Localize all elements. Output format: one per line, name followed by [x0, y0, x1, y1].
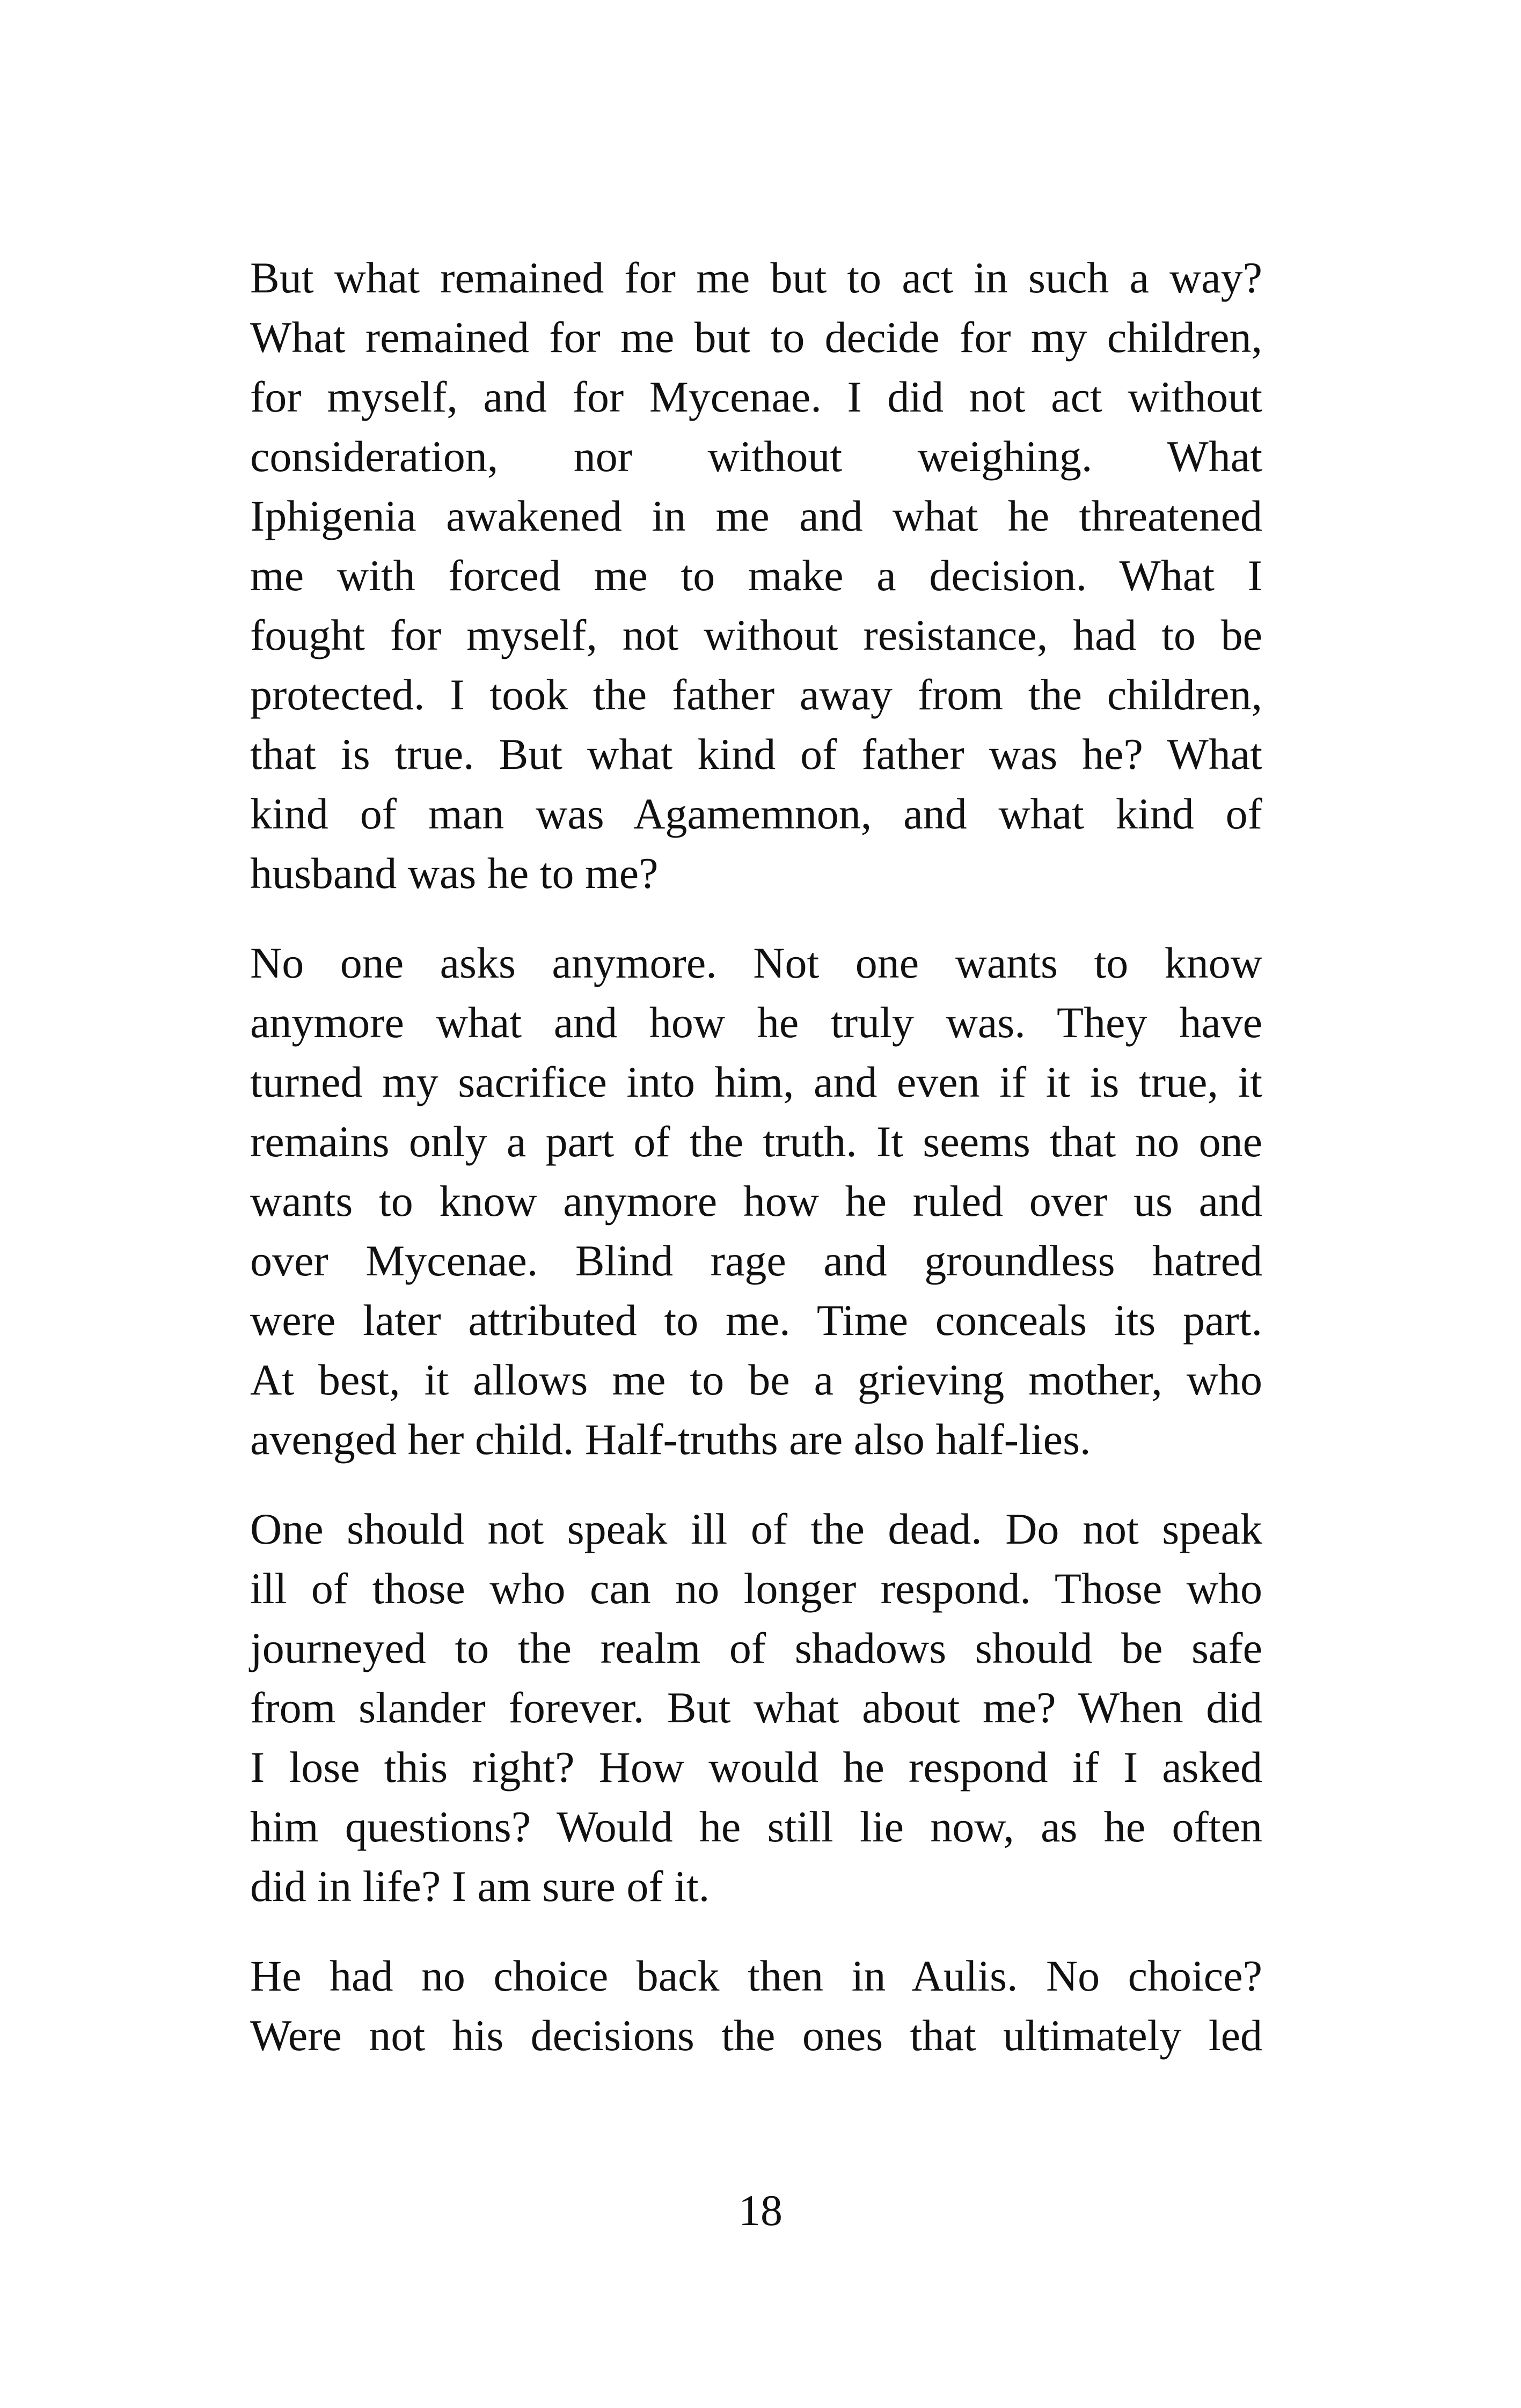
text-line: did in life? I am sure of it.: [250, 1862, 710, 1911]
page-number: 18: [738, 2186, 783, 2235]
text-line: turned my sacrifice into him, and even if it is true, it: [250, 1058, 1262, 1106]
paragraph: [250, 933, 1262, 1469]
text-line: remains only a part of the truth. It seems that no one: [250, 1117, 1262, 1166]
text-line: Were not his decisions the ones that ultimately led: [250, 2011, 1262, 2060]
text-line: But what remained for me but to act in such a way?: [250, 253, 1262, 302]
text-line: I lose this right? How would he respond if I asked: [250, 1743, 1262, 1792]
text-line: avenged her child. Half-truths are also half-lies.: [250, 1415, 1091, 1464]
text-line: him questions? Would he still lie now, as he often: [250, 1802, 1262, 1851]
text-line: kind of man was Agamemnon, and what kind of: [250, 789, 1262, 838]
paragraph: [250, 248, 1262, 903]
text-line: ill of those who can no longer respond. Those who: [250, 1564, 1262, 1613]
body-text: [250, 248, 1262, 2095]
paragraph: [250, 1946, 1262, 2065]
text-line: At best, it allows me to be a grieving mother, who: [250, 1355, 1262, 1404]
text-line: from slander forever. But what about me? When did: [250, 1683, 1262, 1732]
text-line: protected. I took the father away from the children,: [250, 670, 1262, 719]
text-line: One should not speak ill of the dead. Do not speak: [250, 1504, 1262, 1553]
text-line: anymore what and how he truly was. They have: [250, 998, 1262, 1047]
text-line: consideration, nor without weighing. What: [250, 432, 1262, 481]
text-line: husband was he to me?: [250, 849, 659, 898]
text-line: journeyed to the realm of shadows should be safe: [250, 1624, 1262, 1672]
text-line: fought for myself, not without resistance, had to be: [250, 611, 1262, 659]
paragraph: [250, 1499, 1262, 1916]
text-line: me with forced me to make a decision. What I: [250, 551, 1262, 600]
text-line: He had no choice back then in Aulis. No choice?: [250, 1951, 1262, 2000]
text-line: that is true. But what kind of father was he? What: [250, 730, 1262, 779]
text-line: What remained for me but to decide for my children,: [250, 313, 1262, 362]
text-line: No one asks anymore. Not one wants to know: [250, 938, 1262, 987]
text-line: for myself, and for Mycenae. I did not act without: [250, 372, 1262, 421]
text-line: Iphigenia awakened in me and what he threatened: [250, 491, 1262, 540]
text-line: were later attributed to me. Time conceals its part.: [250, 1296, 1262, 1345]
text-line: wants to know anymore how he ruled over us and: [250, 1177, 1262, 1225]
text-line: over Mycenae. Blind rage and groundless hatred: [250, 1236, 1262, 1285]
